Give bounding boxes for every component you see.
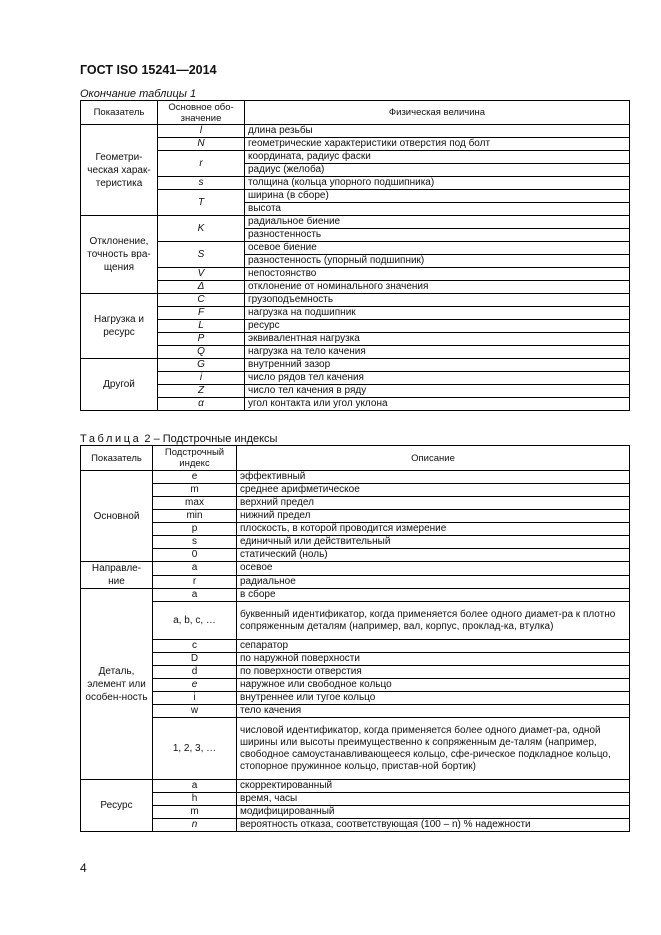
table-row: [81, 523, 630, 536]
quantity-cell: нагрузка на подшипник: [245, 307, 630, 320]
table-row: [81, 510, 630, 523]
quantity-cell: осевое биение: [245, 242, 630, 255]
table-row: [81, 806, 630, 819]
table-row: [81, 281, 630, 294]
subscript-cell: max: [153, 497, 237, 510]
quantity-cell: радиус (желоба): [245, 164, 630, 177]
subscript-cell: min: [153, 510, 237, 523]
table-row: [81, 562, 630, 576]
quantity-cell: отклонение от номинального значения: [245, 281, 630, 294]
table-row: [81, 138, 630, 151]
description-cell: вероятность отказа, соответствующая (100 – n) % надежности: [237, 819, 630, 832]
table-1: [80, 100, 630, 411]
table-row: [81, 333, 630, 346]
table-row: [81, 471, 630, 484]
group-label: Деталь, элемент или особен-ность: [81, 589, 153, 780]
description-cell: в сборе: [237, 589, 630, 602]
table-row: [81, 666, 630, 679]
table-row: [81, 589, 630, 602]
group-label: Отклонение, точность вра-щения: [81, 216, 158, 294]
quantity-cell: угол контакта или угол уклона: [245, 398, 630, 411]
quantity-cell: непостоянство: [245, 268, 630, 281]
description-cell: нижний предел: [237, 510, 630, 523]
table-row: [81, 780, 630, 793]
description-cell: по поверхности отверстия: [237, 666, 630, 679]
symbol-cell: L: [158, 320, 245, 333]
subscript-cell: a, b, c, …: [153, 602, 237, 640]
table-header-row: [81, 101, 630, 125]
subscript-cell: r: [153, 575, 237, 589]
symbol-cell: l: [158, 125, 245, 138]
symbol-cell: i: [158, 372, 245, 385]
symbol-cell: Δ: [158, 281, 245, 294]
symbol-cell: K: [158, 216, 245, 242]
description-cell: единичный или действительный: [237, 536, 630, 549]
table-row: [81, 359, 630, 372]
symbol-cell: P: [158, 333, 245, 346]
description-cell: сепаратор: [237, 640, 630, 653]
table-row: [81, 320, 630, 333]
table-row: [81, 793, 630, 806]
table-row: [81, 497, 630, 510]
table-row: [81, 242, 630, 255]
subscript-cell: w: [153, 705, 237, 718]
description-cell: плоскость, в которой проводится измерение: [237, 523, 630, 536]
table-header-row: [81, 446, 630, 471]
table-row: [81, 653, 630, 666]
table-row: [81, 151, 630, 164]
document-header: ГОСТ ISO 15241—2014: [80, 63, 217, 77]
quantity-cell: разностенность: [245, 229, 630, 242]
table-2: [80, 445, 630, 832]
description-cell: скорректированный: [237, 780, 630, 793]
quantity-cell: число тел качения в ряду: [245, 385, 630, 398]
table-row: [81, 640, 630, 653]
col-header-indicator: Показатель: [81, 446, 153, 471]
table-row: [81, 268, 630, 281]
group-label: Направле-ние: [81, 562, 153, 589]
table-row: [81, 602, 630, 640]
subscript-cell: 0: [153, 549, 237, 562]
symbol-cell: G: [158, 359, 245, 372]
description-cell: эффективный: [237, 471, 630, 484]
table2-caption-title: 2 – Подстрочные индексы: [141, 433, 278, 445]
description-cell: радиальное: [237, 575, 630, 589]
description-cell: модифицированный: [237, 806, 630, 819]
description-cell: буквенный идентификатор, когда применяется более одного диамет-ра к плотно сопряженным деталям (например, вал, корпус, проклад-ка, втулка): [237, 602, 630, 640]
symbol-cell: s: [158, 177, 245, 190]
symbol-cell: F: [158, 307, 245, 320]
subscript-cell: D: [153, 653, 237, 666]
quantity-cell: высота: [245, 203, 630, 216]
quantity-cell: радиальное биение: [245, 216, 630, 229]
subscript-cell: a: [153, 562, 237, 576]
subscript-cell: m: [153, 806, 237, 819]
table-row: [81, 575, 630, 589]
description-cell: наружное или свободное кольцо: [237, 679, 630, 692]
description-cell: тело качения: [237, 705, 630, 718]
quantity-cell: грузоподъемность: [245, 294, 630, 307]
subscript-cell: e: [153, 471, 237, 484]
subscript-cell: n: [153, 819, 237, 832]
subscript-cell: m: [153, 484, 237, 497]
table-row: [81, 718, 630, 780]
symbol-cell: N: [158, 138, 245, 151]
subscript-cell: c: [153, 640, 237, 653]
table-row: [81, 177, 630, 190]
subscript-cell: a: [153, 589, 237, 602]
subscript-cell: d: [153, 666, 237, 679]
table-row: [81, 819, 630, 832]
table2-caption: [80, 433, 277, 445]
page-number: 4: [80, 861, 87, 875]
quantity-cell: нагрузка на тело качения: [245, 346, 630, 359]
subscript-cell: i: [153, 692, 237, 705]
description-cell: статический (ноль): [237, 549, 630, 562]
symbol-cell: Z: [158, 385, 245, 398]
quantity-cell: длина резьбы: [245, 125, 630, 138]
quantity-cell: эквивалентная нагрузка: [245, 333, 630, 346]
table-row: [81, 190, 630, 203]
subscript-cell: h: [153, 793, 237, 806]
subscript-cell: p: [153, 523, 237, 536]
group-label: Ресурс: [81, 780, 153, 832]
table-row: [81, 549, 630, 562]
table-row: [81, 385, 630, 398]
quantity-cell: ресурс: [245, 320, 630, 333]
col-header-indicator: Показатель: [81, 101, 158, 125]
group-label: Основной: [81, 471, 153, 562]
description-cell: верхний предел: [237, 497, 630, 510]
col-header-symbol: Основное обо-значение: [158, 101, 245, 125]
quantity-cell: ширина (в сборе): [245, 190, 630, 203]
symbol-cell: T: [158, 190, 245, 216]
description-cell: числовой идентификатор, когда применяется более одного диамет-ра, одной ширины или высоты преимущественно к сопряженным де-талям (например, свободное самоустанавливающееся кольцо, сфе-рическое подкладное кольцо, стопорное пружинное кольцо, пристав-ной бортик): [237, 718, 630, 780]
subscript-cell: a: [153, 780, 237, 793]
quantity-cell: толщина (кольца упорного подшипника): [245, 177, 630, 190]
quantity-cell: геометрические характеристики отверстия под болт: [245, 138, 630, 151]
table2-caption-label: Таблица: [80, 433, 142, 445]
description-cell: среднее арифметическое: [237, 484, 630, 497]
table-row: [81, 679, 630, 692]
subscript-cell: s: [153, 536, 237, 549]
col-header-quantity: Физическая величина: [245, 101, 630, 125]
table-row: [81, 294, 630, 307]
symbol-cell: r: [158, 151, 245, 177]
table1-caption: Окончание таблицы 1: [80, 88, 197, 100]
description-cell: осевое: [237, 562, 630, 576]
description-cell: время, часы: [237, 793, 630, 806]
table-row: [81, 705, 630, 718]
symbol-cell: Q: [158, 346, 245, 359]
symbol-cell: S: [158, 242, 245, 268]
table-row: [81, 216, 630, 229]
quantity-cell: внутренний зазор: [245, 359, 630, 372]
quantity-cell: координата, радиус фаски: [245, 151, 630, 164]
symbol-cell: V: [158, 268, 245, 281]
description-cell: внутреннее или тугое кольцо: [237, 692, 630, 705]
quantity-cell: число рядов тел качения: [245, 372, 630, 385]
table-row: [81, 346, 630, 359]
table-row: [81, 398, 630, 411]
quantity-cell: разностенность (упорный подшипник): [245, 255, 630, 268]
table-row: [81, 372, 630, 385]
table-row: [81, 484, 630, 497]
table-row: [81, 125, 630, 138]
symbol-cell: α: [158, 398, 245, 411]
col-header-description: Описание: [237, 446, 630, 471]
group-label: Геометри-ческая харак-теристика: [81, 125, 158, 216]
table-row: [81, 536, 630, 549]
symbol-cell: C: [158, 294, 245, 307]
subscript-cell: 1, 2, 3, …: [153, 718, 237, 780]
table-row: [81, 307, 630, 320]
subscript-cell: e: [153, 679, 237, 692]
table-row: [81, 692, 630, 705]
col-header-subscript: Подстрочный индекс: [153, 446, 237, 471]
group-label: Другой: [81, 359, 158, 411]
group-label: Нагрузка и ресурс: [81, 294, 158, 359]
description-cell: по наружной поверхности: [237, 653, 630, 666]
